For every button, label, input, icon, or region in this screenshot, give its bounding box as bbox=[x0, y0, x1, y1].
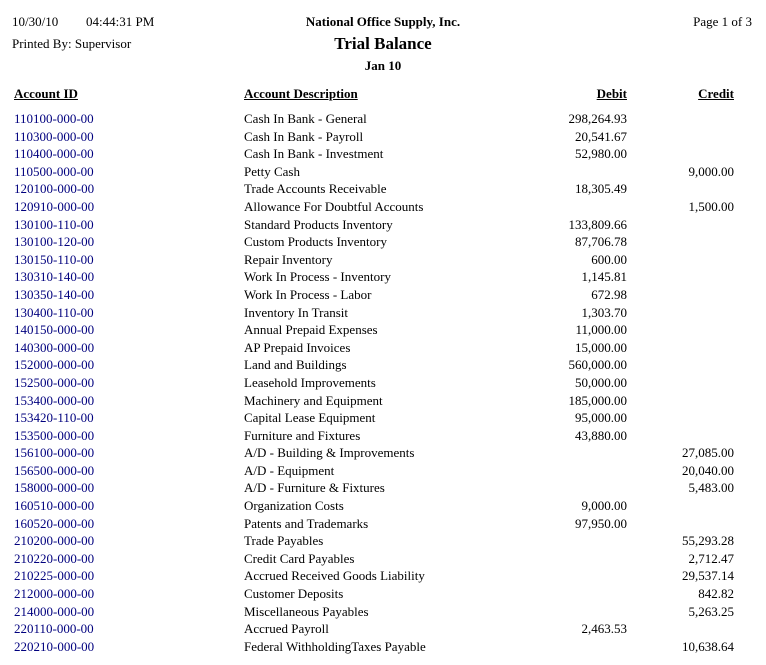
account-description: Miscellaneous Payables bbox=[244, 603, 369, 619]
account-id-link[interactable]: 152000-000-00 bbox=[14, 357, 95, 373]
account-id-link[interactable]: 156100-000-00 bbox=[14, 445, 95, 461]
account-id-link[interactable]: 120910-000-00 bbox=[14, 198, 95, 214]
account-id-link[interactable]: 110300-000-00 bbox=[14, 128, 94, 144]
table-row bbox=[14, 515, 734, 533]
column-header-credit: Credit bbox=[698, 86, 734, 101]
table-row bbox=[14, 532, 734, 550]
debit-amount bbox=[522, 638, 627, 656]
page-number: Page 1 of 3 bbox=[693, 14, 752, 29]
credit-amount bbox=[627, 339, 734, 357]
column-header-account-description: Account Description bbox=[244, 86, 358, 101]
credit-amount: 27,085.00 bbox=[682, 445, 734, 461]
account-id-link[interactable]: 212000-000-00 bbox=[14, 586, 95, 602]
account-description: Inventory In Transit bbox=[244, 304, 348, 320]
report-period: Jan 10 bbox=[364, 58, 402, 73]
credit-amount: 9,000.00 bbox=[688, 163, 734, 179]
account-description: Cash In Bank - Payroll bbox=[244, 128, 364, 144]
credit-amount bbox=[627, 233, 734, 251]
account-id-link[interactable]: 130310-140-00 bbox=[14, 269, 95, 285]
account-description: Land and Buildings bbox=[244, 357, 347, 373]
account-id-link[interactable]: 158000-000-00 bbox=[14, 480, 95, 496]
credit-amount bbox=[627, 356, 734, 374]
debit-amount: 20,541.67 bbox=[575, 128, 627, 144]
debit-amount: 600.00 bbox=[591, 251, 627, 267]
debit-amount: 95,000.00 bbox=[575, 410, 627, 426]
table-row bbox=[14, 409, 734, 427]
account-id-link[interactable]: 130100-120-00 bbox=[14, 234, 95, 250]
credit-amount: 55,293.28 bbox=[682, 533, 734, 549]
debit-amount: 50,000.00 bbox=[575, 374, 627, 390]
printed-by: Printed By: Supervisor bbox=[12, 36, 132, 51]
credit-amount bbox=[627, 251, 734, 269]
account-description: Petty Cash bbox=[244, 163, 300, 179]
credit-amount: 842.82 bbox=[698, 586, 734, 602]
credit-amount: 10,638.64 bbox=[682, 638, 734, 654]
account-id-link[interactable]: 110100-000-00 bbox=[14, 111, 94, 126]
table-row bbox=[14, 233, 734, 251]
debit-amount: 672.98 bbox=[591, 286, 627, 302]
debit-amount: 1,303.70 bbox=[581, 304, 627, 320]
table-row bbox=[14, 374, 734, 392]
table-row bbox=[14, 497, 734, 515]
debit-amount bbox=[522, 479, 627, 497]
credit-amount bbox=[627, 110, 734, 128]
account-description: Federal WithholdingTaxes Payable bbox=[244, 638, 426, 654]
debit-amount bbox=[522, 163, 627, 181]
account-id-link[interactable]: 210225-000-00 bbox=[14, 568, 95, 584]
account-id-link[interactable]: 210220-000-00 bbox=[14, 550, 95, 566]
credit-amount: 29,537.14 bbox=[682, 568, 734, 584]
account-id-link[interactable]: 120100-000-00 bbox=[14, 181, 95, 197]
table-row bbox=[14, 251, 734, 269]
account-id-link[interactable]: 110500-000-00 bbox=[14, 163, 94, 179]
account-id-link[interactable]: 160520-000-00 bbox=[14, 515, 95, 531]
table-row bbox=[14, 638, 734, 656]
table-row bbox=[14, 620, 734, 638]
account-id-link[interactable]: 153420-110-00 bbox=[14, 410, 94, 426]
credit-amount bbox=[627, 392, 734, 410]
trial-balance-table bbox=[14, 84, 734, 655]
table-row bbox=[14, 567, 734, 585]
account-description: Repair Inventory bbox=[244, 251, 333, 267]
table-row bbox=[14, 479, 734, 497]
credit-amount: 5,263.25 bbox=[688, 603, 734, 619]
account-id-link[interactable]: 210200-000-00 bbox=[14, 533, 95, 549]
debit-amount: 9,000.00 bbox=[581, 498, 627, 514]
report-date: 10/30/10 bbox=[12, 14, 59, 29]
table-row bbox=[14, 216, 734, 234]
table-row bbox=[14, 128, 734, 146]
credit-amount bbox=[627, 180, 734, 198]
account-id-link[interactable]: 140300-000-00 bbox=[14, 339, 95, 355]
credit-amount bbox=[627, 374, 734, 392]
account-id-link[interactable]: 220210-000-00 bbox=[14, 638, 95, 654]
account-description: Organization Costs bbox=[244, 498, 344, 514]
credit-amount: 1,500.00 bbox=[688, 198, 734, 214]
table-row bbox=[14, 462, 734, 480]
account-description: Machinery and Equipment bbox=[244, 392, 383, 408]
debit-amount: 15,000.00 bbox=[575, 339, 627, 355]
table-row bbox=[14, 427, 734, 445]
credit-amount: 2,712.47 bbox=[688, 550, 734, 566]
credit-amount bbox=[627, 321, 734, 339]
debit-amount bbox=[522, 198, 627, 216]
account-description: Customer Deposits bbox=[244, 586, 344, 602]
table-row bbox=[14, 339, 734, 357]
account-description: Capital Lease Equipment bbox=[244, 410, 376, 426]
account-id-link[interactable]: 160510-000-00 bbox=[14, 498, 95, 514]
table-row bbox=[14, 585, 734, 603]
report-time: 04:44:31 PM bbox=[86, 14, 155, 29]
column-header-debit: Debit bbox=[596, 86, 627, 101]
debit-amount: 298,264.93 bbox=[568, 111, 627, 126]
credit-amount bbox=[627, 286, 734, 304]
account-description: Allowance For Doubtful Accounts bbox=[244, 198, 424, 214]
debit-amount bbox=[522, 444, 627, 462]
credit-amount bbox=[627, 427, 734, 445]
account-description: Work In Process - Labor bbox=[244, 286, 372, 302]
debit-amount: 87,706.78 bbox=[575, 234, 627, 250]
account-description: Trade Payables bbox=[244, 533, 324, 549]
table-row bbox=[14, 286, 734, 304]
credit-amount bbox=[627, 620, 734, 638]
debit-amount: 18,305.49 bbox=[575, 181, 627, 197]
account-id-link[interactable]: 214000-000-00 bbox=[14, 603, 95, 619]
credit-amount: 5,483.00 bbox=[688, 480, 734, 496]
debit-amount: 1,145.81 bbox=[581, 269, 627, 285]
credit-amount bbox=[627, 145, 734, 163]
account-id-link[interactable]: 152500-000-00 bbox=[14, 374, 95, 390]
table-row bbox=[14, 145, 734, 163]
account-description: Standard Products Inventory bbox=[244, 216, 393, 232]
account-description: A/D - Building & Improvements bbox=[244, 445, 415, 461]
debit-amount: 2,463.53 bbox=[581, 621, 627, 637]
account-description: Credit Card Payables bbox=[244, 550, 355, 566]
account-description: Cash In Bank - Investment bbox=[244, 146, 384, 162]
account-description: Accrued Payroll bbox=[244, 621, 329, 637]
table-row bbox=[14, 180, 734, 198]
account-id-link[interactable]: 140150-000-00 bbox=[14, 322, 95, 338]
table-row bbox=[14, 198, 734, 216]
table-row bbox=[14, 268, 734, 286]
table-row bbox=[14, 110, 734, 128]
account-description: Annual Prepaid Expenses bbox=[244, 322, 378, 338]
account-id-link[interactable]: 220110-000-00 bbox=[14, 621, 94, 637]
table-row bbox=[14, 304, 734, 322]
account-id-link[interactable]: 153500-000-00 bbox=[14, 427, 95, 443]
account-description: Patents and Trademarks bbox=[244, 515, 369, 531]
account-id-link[interactable]: 130100-110-00 bbox=[14, 216, 94, 232]
account-description: Accrued Received Goods Liability bbox=[244, 568, 425, 584]
credit-amount bbox=[627, 409, 734, 427]
table-row bbox=[14, 392, 734, 410]
credit-amount bbox=[627, 128, 734, 146]
debit-amount bbox=[522, 567, 627, 585]
debit-amount bbox=[522, 550, 627, 568]
account-description: Trade Accounts Receivable bbox=[244, 181, 387, 197]
debit-amount bbox=[522, 585, 627, 603]
account-id-link[interactable]: 130350-140-00 bbox=[14, 286, 95, 302]
debit-amount: 185,000.00 bbox=[568, 392, 627, 408]
debit-amount: 11,000.00 bbox=[575, 322, 627, 338]
table-header-row bbox=[14, 84, 734, 110]
account-description: Cash In Bank - General bbox=[244, 111, 367, 126]
account-description: Furniture and Fixtures bbox=[244, 427, 361, 443]
trial-balance-table-body bbox=[14, 110, 734, 655]
credit-amount bbox=[627, 497, 734, 515]
debit-amount: 560,000.00 bbox=[568, 357, 627, 373]
credit-amount bbox=[627, 304, 734, 322]
debit-amount: 52,980.00 bbox=[575, 146, 627, 162]
account-id-link[interactable]: 110400-000-00 bbox=[14, 146, 94, 162]
debit-amount bbox=[522, 462, 627, 480]
debit-amount: 133,809.66 bbox=[568, 216, 627, 232]
account-description: Custom Products Inventory bbox=[244, 234, 387, 250]
debit-amount bbox=[522, 532, 627, 550]
account-description: Work In Process - Inventory bbox=[244, 269, 391, 285]
credit-amount bbox=[627, 515, 734, 533]
table-row bbox=[14, 550, 734, 568]
account-description: A/D - Equipment bbox=[244, 462, 335, 478]
debit-amount: 43,880.00 bbox=[575, 427, 627, 443]
account-id-link[interactable]: 130400-110-00 bbox=[14, 304, 94, 320]
debit-amount: 97,950.00 bbox=[575, 515, 627, 531]
table-row bbox=[14, 321, 734, 339]
column-header-account-id: Account ID bbox=[14, 86, 78, 101]
account-description: A/D - Furniture & Fixtures bbox=[244, 480, 385, 496]
debit-amount bbox=[522, 603, 627, 621]
credit-amount bbox=[627, 216, 734, 234]
table-row bbox=[14, 356, 734, 374]
company-name: National Office Supply, Inc. bbox=[305, 14, 461, 29]
account-id-link[interactable]: 156500-000-00 bbox=[14, 462, 95, 478]
account-id-link[interactable]: 153400-000-00 bbox=[14, 392, 95, 408]
table-row bbox=[14, 163, 734, 181]
report-title: Trial Balance bbox=[334, 34, 432, 53]
account-description: Leasehold Improvements bbox=[244, 374, 376, 390]
credit-amount: 20,040.00 bbox=[682, 462, 734, 478]
table-row bbox=[14, 603, 734, 621]
report-header bbox=[0, 0, 766, 84]
account-id-link[interactable]: 130150-110-00 bbox=[14, 251, 94, 267]
account-description: AP Prepaid Invoices bbox=[244, 339, 351, 355]
credit-amount bbox=[627, 268, 734, 286]
table-row bbox=[14, 444, 734, 462]
